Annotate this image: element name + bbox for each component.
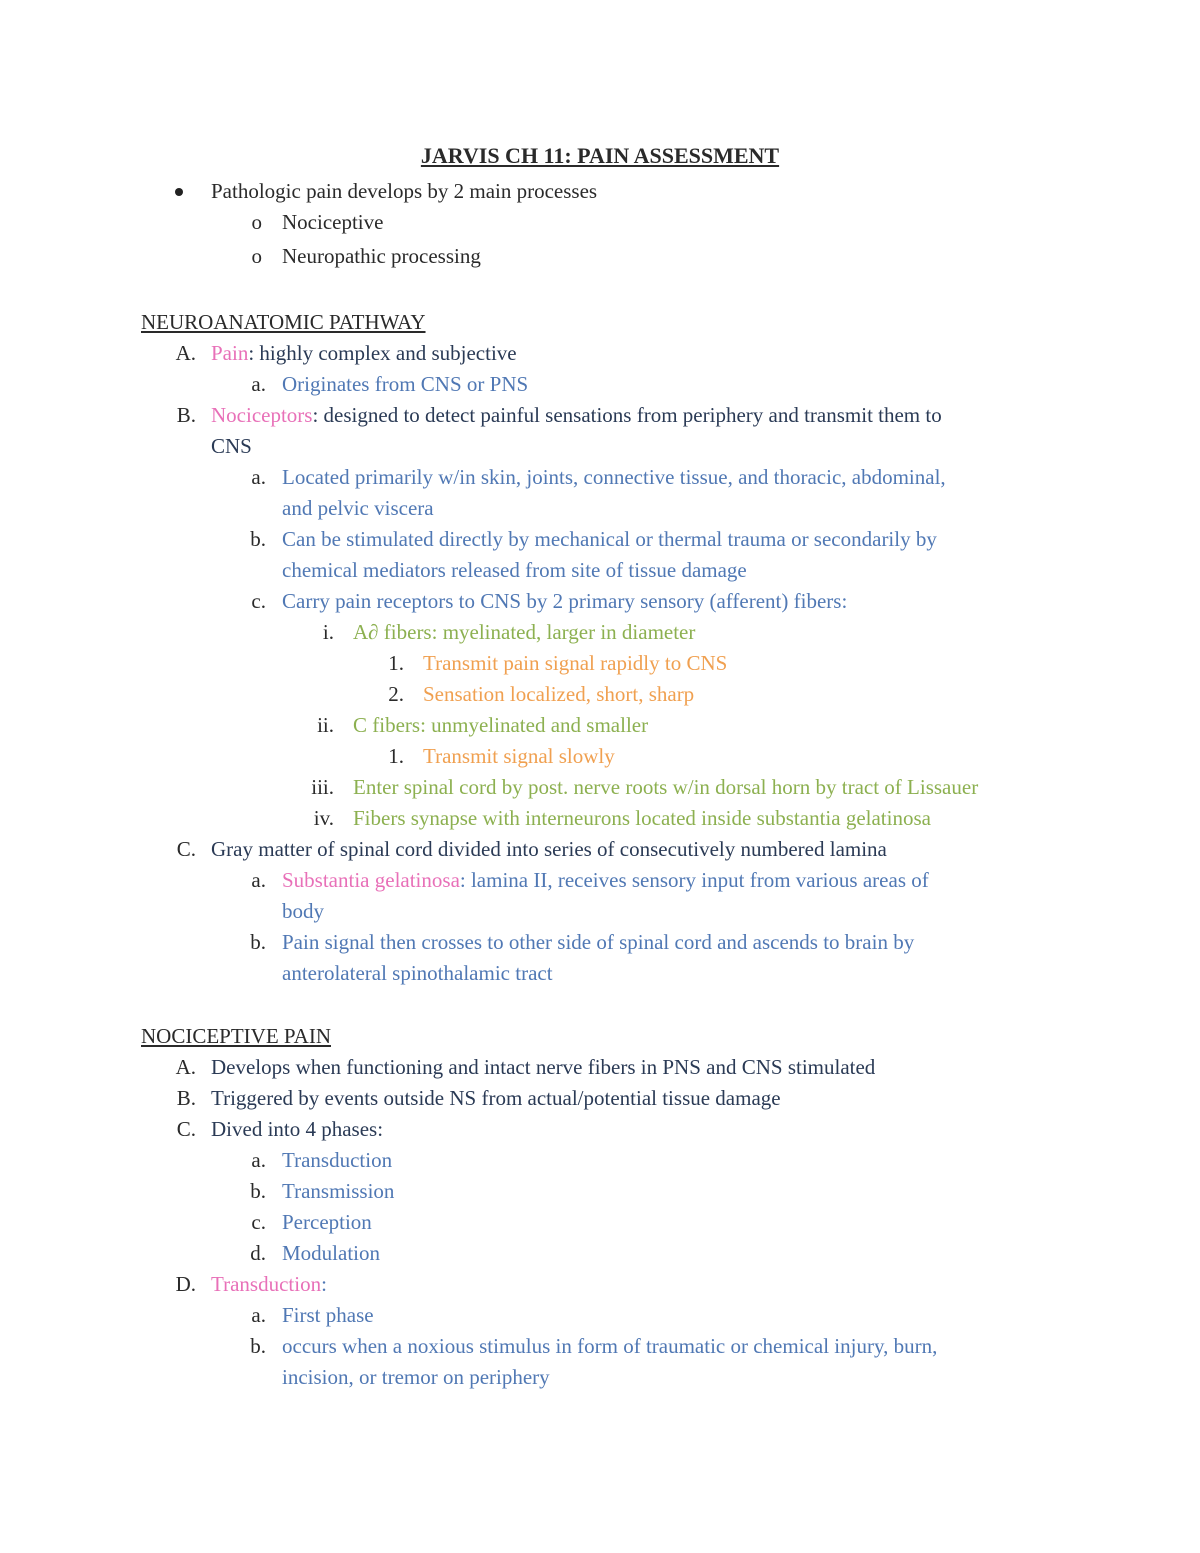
- list-item: Triggered by events outside NS from actual/potential tissue damage: [211, 1086, 781, 1110]
- term: Pain: [211, 341, 249, 365]
- list-marker: B.: [176, 403, 196, 427]
- list-item: C fibers: unmyelinated and smaller: [353, 713, 649, 737]
- definition: :: [321, 1272, 327, 1296]
- document-title: JARVIS CH 11: PAIN ASSESSMENT: [420, 143, 780, 168]
- section-heading-neuroanatomic: NEUROANATOMIC PATHWAY: [141, 310, 426, 334]
- list-marker: 1.: [388, 744, 404, 768]
- list-item: [211, 403, 942, 428]
- list-item: Pain signal then crosses to other side of spinal cord and ascends to brain by: [282, 930, 915, 954]
- list-item: Modulation: [282, 1241, 380, 1265]
- list-marker: c.: [251, 589, 266, 613]
- list-item: Transduction: [282, 1148, 393, 1172]
- list-item: Originates from CNS or PNS: [282, 372, 529, 396]
- list-item: Can be stimulated directly by mechanical or thermal trauma or secondarily by: [282, 527, 937, 551]
- list-marker: o: [251, 244, 262, 268]
- list-item-continuation: chemical mediators released from site of tissue damage: [282, 558, 747, 582]
- list-item-continuation: CNS: [211, 434, 252, 458]
- list-marker: iv.: [313, 806, 334, 830]
- list-item: Fibers synapse with interneurons located inside substantia gelatinosa: [353, 806, 931, 830]
- list-marker: b.: [250, 930, 266, 954]
- list-marker: c.: [251, 1210, 266, 1234]
- list-item: Dived into 4 phases:: [211, 1117, 384, 1141]
- list-marker: ii.: [317, 713, 334, 737]
- list-marker: a.: [251, 1303, 266, 1327]
- list-marker: b.: [250, 1179, 266, 1203]
- list-item: Neuropathic processing: [282, 244, 481, 268]
- list-marker: d.: [250, 1241, 266, 1265]
- list-item: [282, 868, 929, 893]
- list-marker: 1.: [388, 651, 404, 675]
- list-marker: b.: [250, 1334, 266, 1358]
- list-marker: a.: [251, 868, 266, 892]
- list-item: Carry pain receptors to CNS by 2 primary sensory (afferent) fibers:: [282, 589, 848, 613]
- list-marker: D.: [175, 1272, 196, 1296]
- list-item: A∂ fibers: myelinated, larger in diameter: [353, 620, 696, 644]
- list-marker: A.: [175, 1055, 196, 1079]
- list-item-continuation: body: [282, 899, 324, 923]
- list-marker: B.: [176, 1086, 196, 1110]
- list-marker: C.: [176, 837, 196, 861]
- list-item: Develops when functioning and intact nerve fibers in PNS and CNS stimulated: [211, 1055, 876, 1079]
- list-item: occurs when a noxious stimulus in form of traumatic or chemical injury, burn,: [282, 1334, 938, 1358]
- list-marker: a.: [251, 465, 266, 489]
- list-item: [211, 341, 517, 366]
- definition: : lamina II, receives sensory input from various areas of: [459, 868, 929, 892]
- term: Transduction: [211, 1272, 322, 1296]
- list-marker: iii.: [311, 775, 334, 799]
- intro-text: Pathologic pain develops by 2 main processes: [211, 179, 598, 203]
- list-item: [211, 1272, 327, 1297]
- term: Substantia gelatinosa: [282, 868, 460, 892]
- list-marker: 2.: [388, 682, 404, 706]
- list-item-continuation: anterolateral spinothalamic tract: [282, 961, 553, 985]
- list-item: First phase: [282, 1303, 374, 1327]
- list-item-continuation: incision, or tremor on periphery: [282, 1365, 550, 1389]
- list-marker: A.: [175, 341, 196, 365]
- list-item: Enter spinal cord by post. nerve roots w/in dorsal horn by tract of Lissauer: [353, 775, 979, 799]
- definition: : designed to detect painful sensations from periphery and transmit them to: [312, 403, 942, 427]
- list-item: Transmission: [282, 1179, 395, 1203]
- list-item: Nociceptive: [282, 210, 384, 234]
- list-item: Gray matter of spinal cord divided into series of consecutively numbered lamina: [211, 837, 887, 861]
- list-marker: a.: [251, 372, 266, 396]
- list-marker: o: [251, 210, 262, 234]
- list-item: Sensation localized, short, sharp: [423, 682, 695, 706]
- section-heading-nociceptive: NOCICEPTIVE PAIN: [141, 1024, 331, 1048]
- list-item: Perception: [282, 1210, 372, 1234]
- bullet-icon: [175, 188, 183, 196]
- list-item: Transmit pain signal rapidly to CNS: [423, 651, 728, 675]
- term: Nociceptors: [211, 403, 313, 427]
- list-item: Transmit signal slowly: [423, 744, 615, 768]
- list-marker: a.: [251, 1148, 266, 1172]
- list-item: Located primarily w/in skin, joints, connective tissue, and thoracic, abdominal,: [282, 465, 946, 489]
- list-marker: C.: [176, 1117, 196, 1141]
- list-marker: i.: [322, 620, 334, 644]
- list-marker: b.: [250, 527, 266, 551]
- definition: : highly complex and subjective: [248, 341, 517, 365]
- list-item-continuation: and pelvic viscera: [282, 496, 434, 520]
